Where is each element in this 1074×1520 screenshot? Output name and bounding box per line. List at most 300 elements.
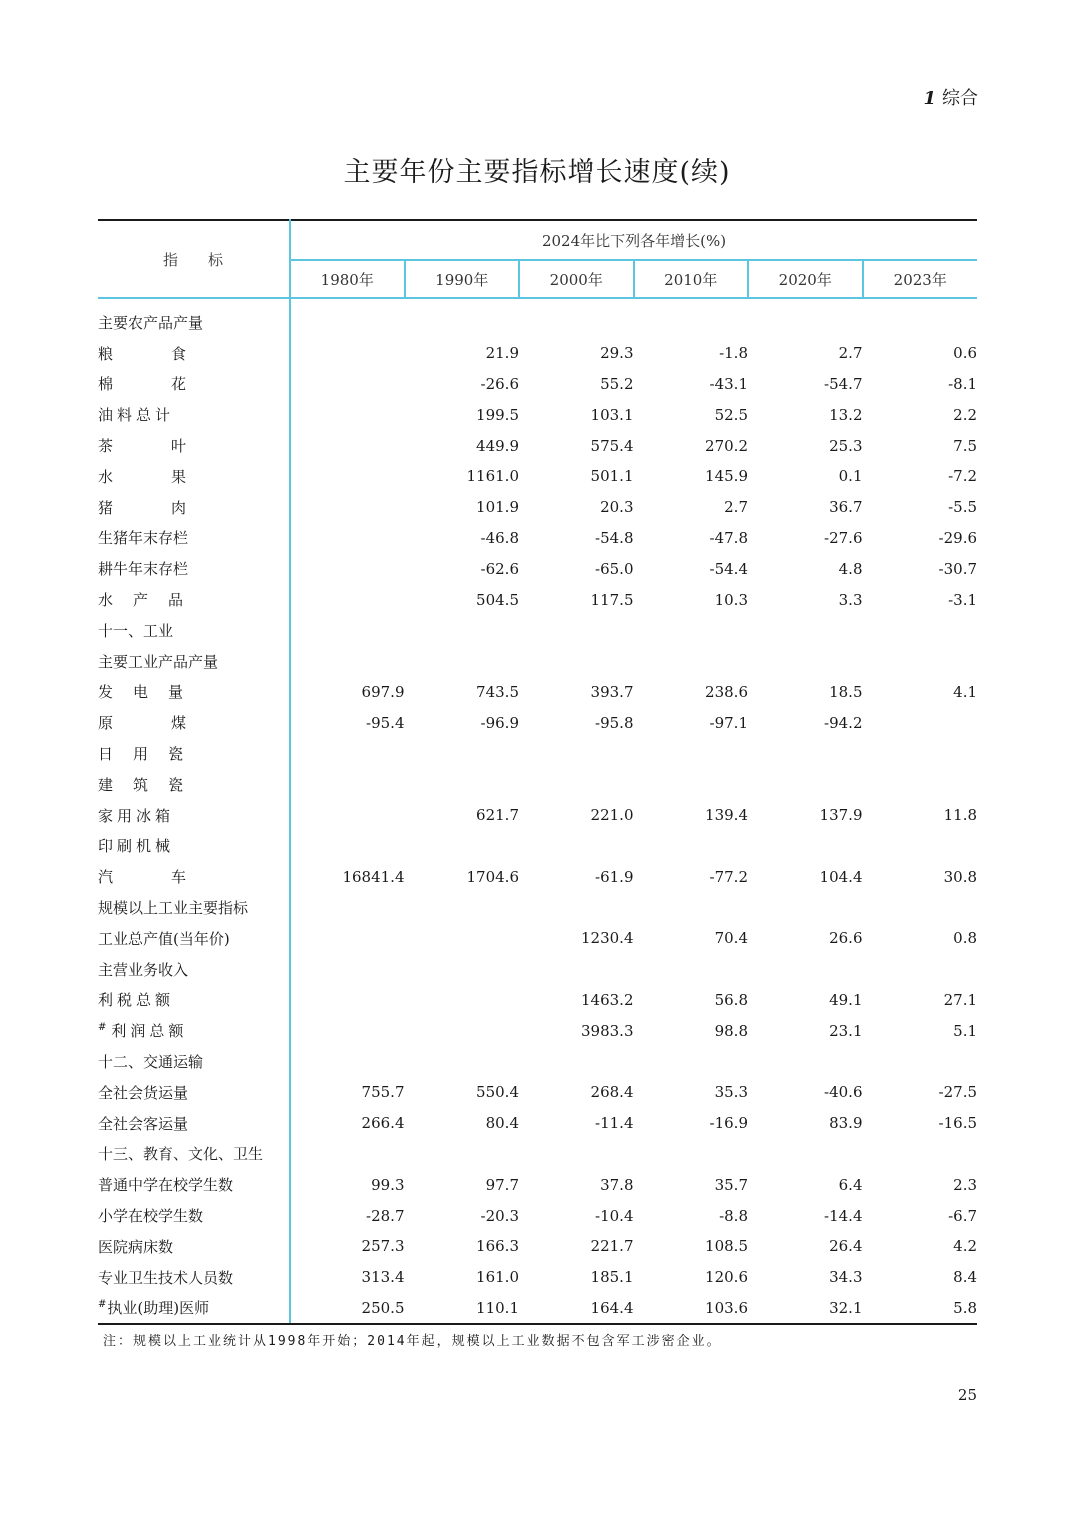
table-row: [98, 298, 977, 338]
value-cell: [863, 831, 978, 862]
value-cell: [519, 298, 634, 338]
table-row: [98, 492, 977, 523]
year-header: 1990年: [405, 260, 520, 298]
table-row: [98, 584, 977, 615]
value-cell: [863, 769, 978, 800]
value-cell: 0.6: [953, 344, 978, 363]
value-cell: [519, 954, 634, 985]
value-cell: [405, 738, 520, 769]
table-row: [98, 338, 977, 369]
table-row: [98, 954, 977, 985]
value-cell: 35.3: [714, 1083, 748, 1102]
value-cell: 117.5: [590, 590, 634, 609]
value-cell: [519, 892, 634, 923]
value-cell: 20.3: [600, 498, 634, 517]
row-label-cell: [98, 369, 290, 400]
row-label: 利税总额: [98, 991, 175, 1010]
value-cell: 10.3: [714, 590, 748, 609]
value-cell: [863, 954, 978, 985]
value-cell: [634, 831, 749, 862]
value-cell: 56.8: [714, 990, 748, 1009]
year-header: 2010年: [634, 260, 749, 298]
value-cell: 393.7: [590, 682, 634, 701]
value-cell: [290, 430, 405, 461]
row-label-cell: [98, 1262, 290, 1293]
value-cell: -29.6: [938, 528, 978, 547]
value-cell: [634, 769, 749, 800]
row-label: 十二、交通运输: [98, 1053, 204, 1072]
value-cell: [405, 954, 520, 985]
value-cell: [748, 831, 863, 862]
table-row: [98, 738, 977, 769]
value-cell: -3.1: [948, 590, 978, 609]
value-cell: [405, 769, 520, 800]
row-label-cell: [98, 1108, 290, 1139]
value-cell: 8.4: [953, 1268, 978, 1287]
value-cell: 21.9: [485, 344, 519, 363]
value-cell: 449.9: [476, 436, 519, 455]
value-cell: -1.8: [719, 344, 748, 363]
row-label-cell: [98, 1293, 290, 1325]
row-label-cell: [98, 677, 290, 708]
value-cell: -20.3: [480, 1206, 519, 1225]
value-cell: [290, 923, 405, 954]
value-cell: [405, 298, 520, 338]
value-cell: [519, 1139, 634, 1170]
row-label-cell: [98, 338, 290, 369]
value-cell: [748, 738, 863, 769]
value-cell: [863, 738, 978, 769]
value-cell: -94.2: [824, 713, 863, 732]
value-cell: 501.1: [590, 467, 634, 486]
row-label: 发电量: [98, 683, 204, 702]
row-label: 耕牛年末存栏: [98, 560, 189, 579]
value-cell: [634, 1139, 749, 1170]
value-cell: [290, 646, 405, 677]
row-label-cell: [98, 707, 290, 738]
value-cell: 37.8: [600, 1175, 634, 1194]
value-cell: [290, 831, 405, 862]
value-cell: 697.9: [361, 682, 405, 701]
row-label: 规模以上工业主要指标: [98, 899, 249, 918]
value-cell: 4.1: [953, 682, 978, 701]
row-label-cell: [98, 861, 290, 892]
footnote: 注：规模以上工业统计从1998年开始；2014年起，规模以上工业数据不包含军工涉密企业。: [103, 1334, 722, 1349]
year-header: 1980年: [290, 260, 405, 298]
value-cell: [290, 769, 405, 800]
value-cell: -8.8: [719, 1206, 748, 1225]
value-cell: [863, 615, 978, 646]
value-cell: 36.7: [829, 498, 863, 517]
value-cell: -26.6: [480, 374, 519, 393]
value-cell: -10.4: [595, 1206, 634, 1225]
row-label-cell: [98, 523, 290, 554]
value-cell: 110.1: [405, 1293, 520, 1325]
value-cell: 270.2: [705, 436, 748, 455]
year-header: 2023年: [863, 260, 978, 298]
value-cell: [634, 892, 749, 923]
value-cell: 55.2: [600, 374, 634, 393]
value-cell: [863, 646, 978, 677]
value-cell: [290, 399, 405, 430]
value-cell: 2.7: [724, 498, 748, 517]
value-cell: -54.8: [595, 528, 634, 547]
value-cell: [405, 985, 520, 1016]
row-label: 粮食: [98, 344, 245, 363]
value-cell: -27.6: [824, 528, 863, 547]
value-cell: [634, 738, 749, 769]
value-cell: 2.2: [953, 405, 978, 424]
value-cell: 575.4: [590, 436, 634, 455]
row-label: 全社会客运量: [98, 1114, 189, 1133]
value-cell: 313.4: [361, 1268, 405, 1287]
row-label: 全社会货运量: [98, 1083, 189, 1102]
value-cell: [290, 369, 405, 400]
value-cell: [863, 892, 978, 923]
value-cell: 4.2: [953, 1237, 978, 1256]
value-cell: 257.3: [361, 1237, 405, 1256]
row-label-cell: [98, 461, 290, 492]
row-label-cell: [98, 892, 290, 923]
value-cell: [748, 1139, 863, 1170]
value-cell: [748, 298, 863, 338]
value-cell: 164.4: [519, 1293, 634, 1325]
row-label: 主要工业产品产量: [98, 652, 219, 671]
row-label: 家用冰箱: [98, 806, 175, 825]
value-cell: -77.2: [709, 867, 748, 886]
row-label-cell: [98, 1139, 290, 1170]
value-cell: [519, 615, 634, 646]
table-row: [98, 523, 977, 554]
value-cell: -62.6: [480, 559, 519, 578]
value-cell: [290, 298, 405, 338]
value-cell: [748, 769, 863, 800]
value-cell: 550.4: [476, 1083, 519, 1102]
value-cell: 1463.2: [581, 990, 634, 1009]
value-cell: 250.5: [290, 1293, 405, 1325]
value-cell: [748, 954, 863, 985]
value-cell: 16841.4: [342, 867, 405, 886]
table-row: [98, 1139, 977, 1170]
value-cell: [405, 615, 520, 646]
value-cell: [405, 1015, 520, 1046]
table-row: [98, 1169, 977, 1200]
value-cell: 26.6: [829, 929, 863, 948]
value-cell: -61.9: [595, 867, 634, 886]
table-row: [98, 707, 977, 738]
value-cell: 120.6: [705, 1268, 748, 1287]
value-cell: [290, 338, 405, 369]
value-cell: [290, 1139, 405, 1170]
row-label-cell: [98, 492, 290, 523]
row-label: 工业总产值(当年价): [98, 929, 230, 948]
value-cell: [290, 615, 405, 646]
row-label-cell: [98, 738, 290, 769]
row-label: 水产品: [98, 591, 204, 610]
table-row: [98, 1015, 977, 1046]
row-prefix-mark: #: [98, 1022, 111, 1034]
value-cell: 25.3: [829, 436, 863, 455]
row-label-cell: [98, 1231, 290, 1262]
table-row: [98, 985, 977, 1016]
value-cell: 268.4: [590, 1083, 634, 1102]
value-cell: [290, 800, 405, 831]
table-row: [98, 1231, 977, 1262]
value-cell: [748, 1046, 863, 1077]
row-label: 汽车: [98, 868, 245, 887]
table-row: [98, 769, 977, 800]
value-cell: -11.4: [595, 1114, 634, 1133]
row-label-cell: [98, 646, 290, 677]
row-label: 医院病床数: [98, 1237, 174, 1256]
value-cell: 83.9: [829, 1114, 863, 1133]
value-cell: [405, 892, 520, 923]
value-cell: 4.8: [838, 559, 863, 578]
value-cell: -95.8: [595, 713, 634, 732]
value-cell: 5.1: [953, 1021, 978, 1040]
value-cell: 3983.3: [581, 1021, 634, 1040]
row-label: 油料总计: [98, 406, 175, 425]
table-row: [98, 677, 977, 708]
row-label-cell: [98, 800, 290, 831]
value-cell: [290, 584, 405, 615]
value-cell: [863, 298, 978, 338]
row-label-cell: [98, 1046, 290, 1077]
value-cell: 30.8: [943, 867, 978, 886]
row-label: 十三、教育、文化、卫生: [98, 1145, 264, 1164]
row-label: 主营业务收入: [98, 960, 189, 979]
value-cell: -27.5: [938, 1083, 978, 1102]
value-cell: 504.5: [476, 590, 519, 609]
row-label: 猪肉: [98, 498, 245, 517]
table-row: [98, 399, 977, 430]
value-cell: [519, 646, 634, 677]
value-cell: 6.4: [838, 1175, 863, 1194]
value-cell: [519, 1046, 634, 1077]
row-label: 利润总额: [111, 1022, 188, 1041]
row-label-cell: [98, 1015, 290, 1046]
value-cell: 137.9: [819, 806, 863, 825]
row-label-cell: [98, 1169, 290, 1200]
row-label-cell: [98, 584, 290, 615]
value-cell: 104.4: [819, 867, 863, 886]
value-cell: [290, 985, 405, 1016]
value-cell: [290, 461, 405, 492]
value-cell: 166.3: [476, 1237, 519, 1256]
value-cell: -6.7: [948, 1206, 978, 1225]
value-cell: [290, 892, 405, 923]
value-cell: 266.4: [361, 1114, 405, 1133]
value-cell: [863, 707, 978, 738]
table-row: [98, 1200, 977, 1231]
value-cell: 139.4: [705, 806, 748, 825]
value-cell: 621.7: [476, 806, 519, 825]
chapter-name: 综合: [942, 88, 978, 109]
value-cell: -5.5: [948, 498, 978, 517]
row-label: 主要农产品产量: [98, 313, 204, 332]
table-row: [98, 553, 977, 584]
value-cell: -65.0: [595, 559, 634, 578]
table-row: [98, 1262, 977, 1293]
row-label-cell: [98, 298, 290, 338]
value-cell: -8.1: [948, 374, 978, 393]
value-cell: -47.8: [709, 528, 748, 547]
value-cell: 145.9: [705, 467, 748, 486]
value-cell: -95.4: [366, 713, 405, 732]
value-cell: [863, 1139, 978, 1170]
value-cell: 755.7: [361, 1083, 405, 1102]
value-cell: -28.7: [366, 1206, 405, 1225]
value-cell: 161.0: [476, 1268, 519, 1287]
value-cell: -16.9: [709, 1114, 748, 1133]
table-row: [98, 1077, 977, 1108]
table-row: [98, 1293, 977, 1325]
value-cell: 2.7: [838, 344, 863, 363]
value-cell: 98.8: [714, 1021, 748, 1040]
table-row: [98, 461, 977, 492]
value-cell: 18.5: [829, 682, 863, 701]
value-cell: 70.4: [714, 929, 748, 948]
row-label: 茶叶: [98, 437, 245, 456]
value-cell: [519, 738, 634, 769]
row-label-cell: [98, 553, 290, 584]
value-cell: [290, 1015, 405, 1046]
value-cell: [290, 553, 405, 584]
row-label: 十一、工业: [98, 621, 174, 640]
table-row: [98, 861, 977, 892]
row-label: 建筑瓷: [98, 775, 204, 794]
table-row: [98, 892, 977, 923]
value-cell: 97.7: [485, 1175, 519, 1194]
value-cell: 13.2: [829, 405, 863, 424]
value-cell: [405, 646, 520, 677]
table-row: [98, 430, 977, 461]
value-cell: -30.7: [938, 559, 978, 578]
value-cell: -46.8: [480, 528, 519, 547]
row-label-cell: [98, 923, 290, 954]
value-cell: -40.6: [824, 1083, 863, 1102]
row-label: 专业卫生技术人员数: [98, 1268, 234, 1287]
value-cell: 11.8: [943, 806, 978, 825]
row-label: 原煤: [98, 714, 245, 733]
value-cell: 29.3: [600, 344, 634, 363]
value-cell: [405, 831, 520, 862]
value-cell: 27.1: [943, 990, 978, 1009]
value-cell: 3.3: [838, 590, 863, 609]
value-cell: 238.6: [705, 682, 748, 701]
table-row: [98, 923, 977, 954]
row-label: 小学在校学生数: [98, 1207, 204, 1225]
row-label-cell: [98, 831, 290, 862]
value-cell: 199.5: [476, 405, 519, 424]
value-cell: 99.3: [371, 1175, 405, 1194]
row-label-cell: [98, 430, 290, 461]
table-row: [98, 1046, 977, 1077]
value-cell: 32.1: [748, 1293, 863, 1325]
value-cell: [290, 954, 405, 985]
value-cell: 0.1: [838, 467, 863, 486]
value-cell: 101.9: [476, 498, 519, 517]
page-number: 25: [957, 1386, 977, 1404]
value-cell: -16.5: [938, 1114, 978, 1133]
row-label: 日用瓷: [98, 745, 204, 764]
value-cell: 26.4: [829, 1237, 863, 1256]
table-row: [98, 1108, 977, 1139]
value-cell: 2.3: [953, 1175, 978, 1194]
value-cell: [748, 892, 863, 923]
value-cell: -54.7: [824, 374, 863, 393]
indicator-growth-table: [98, 219, 977, 1325]
value-cell: -43.1: [709, 374, 748, 393]
table-row: [98, 800, 977, 831]
table-body: [98, 298, 977, 1324]
value-cell: [405, 1046, 520, 1077]
value-cell: 221.7: [590, 1237, 634, 1256]
row-label-cell: [98, 954, 290, 985]
row-label-cell: [98, 769, 290, 800]
value-cell: [748, 646, 863, 677]
value-cell: -97.1: [709, 713, 748, 732]
value-cell: 1161.0: [466, 467, 519, 486]
row-label: 棉花: [98, 375, 245, 394]
table-row: [98, 831, 977, 862]
value-cell: [519, 831, 634, 862]
chapter-number: 1: [923, 88, 936, 109]
row-label: 普通中学在校学生数: [98, 1176, 234, 1195]
value-cell: 49.1: [829, 990, 863, 1009]
value-cell: 1704.6: [466, 867, 519, 886]
row-label-cell: [98, 1200, 290, 1231]
value-cell: 103.6: [634, 1293, 749, 1325]
row-label-cell: [98, 1077, 290, 1108]
value-cell: [634, 298, 749, 338]
value-cell: 7.5: [953, 436, 978, 455]
value-cell: [290, 738, 405, 769]
table-row: [98, 646, 977, 677]
value-cell: 5.8: [863, 1293, 978, 1325]
value-cell: [634, 646, 749, 677]
value-cell: [290, 1046, 405, 1077]
row-prefix-mark: #: [98, 1299, 107, 1311]
growth-span-header: 2024年比下列各年增长(%): [290, 220, 977, 260]
chapter-header: [923, 84, 978, 110]
year-header: 2020年: [748, 260, 863, 298]
value-cell: 103.1: [590, 405, 634, 424]
indicator-column-header: 指标: [98, 220, 290, 298]
value-cell: 0.8: [953, 929, 978, 948]
row-label: 水果: [98, 467, 245, 486]
row-label-cell: [98, 985, 290, 1016]
row-label-cell: [98, 399, 290, 430]
row-label: 生猪年末存栏: [98, 529, 189, 548]
table-row: [98, 369, 977, 400]
value-cell: 80.4: [485, 1114, 519, 1133]
row-label: 印刷机械: [98, 837, 175, 856]
value-cell: [405, 1139, 520, 1170]
value-cell: 52.5: [714, 405, 748, 424]
value-cell: 185.1: [590, 1268, 634, 1287]
value-cell: 108.5: [705, 1237, 748, 1256]
value-cell: [634, 615, 749, 646]
value-cell: 34.3: [829, 1268, 863, 1287]
value-cell: 23.1: [829, 1021, 863, 1040]
value-cell: [748, 615, 863, 646]
value-cell: 743.5: [476, 682, 519, 701]
value-cell: -7.2: [948, 467, 978, 486]
value-cell: [519, 769, 634, 800]
row-label-cell: [98, 615, 290, 646]
value-cell: [290, 523, 405, 554]
